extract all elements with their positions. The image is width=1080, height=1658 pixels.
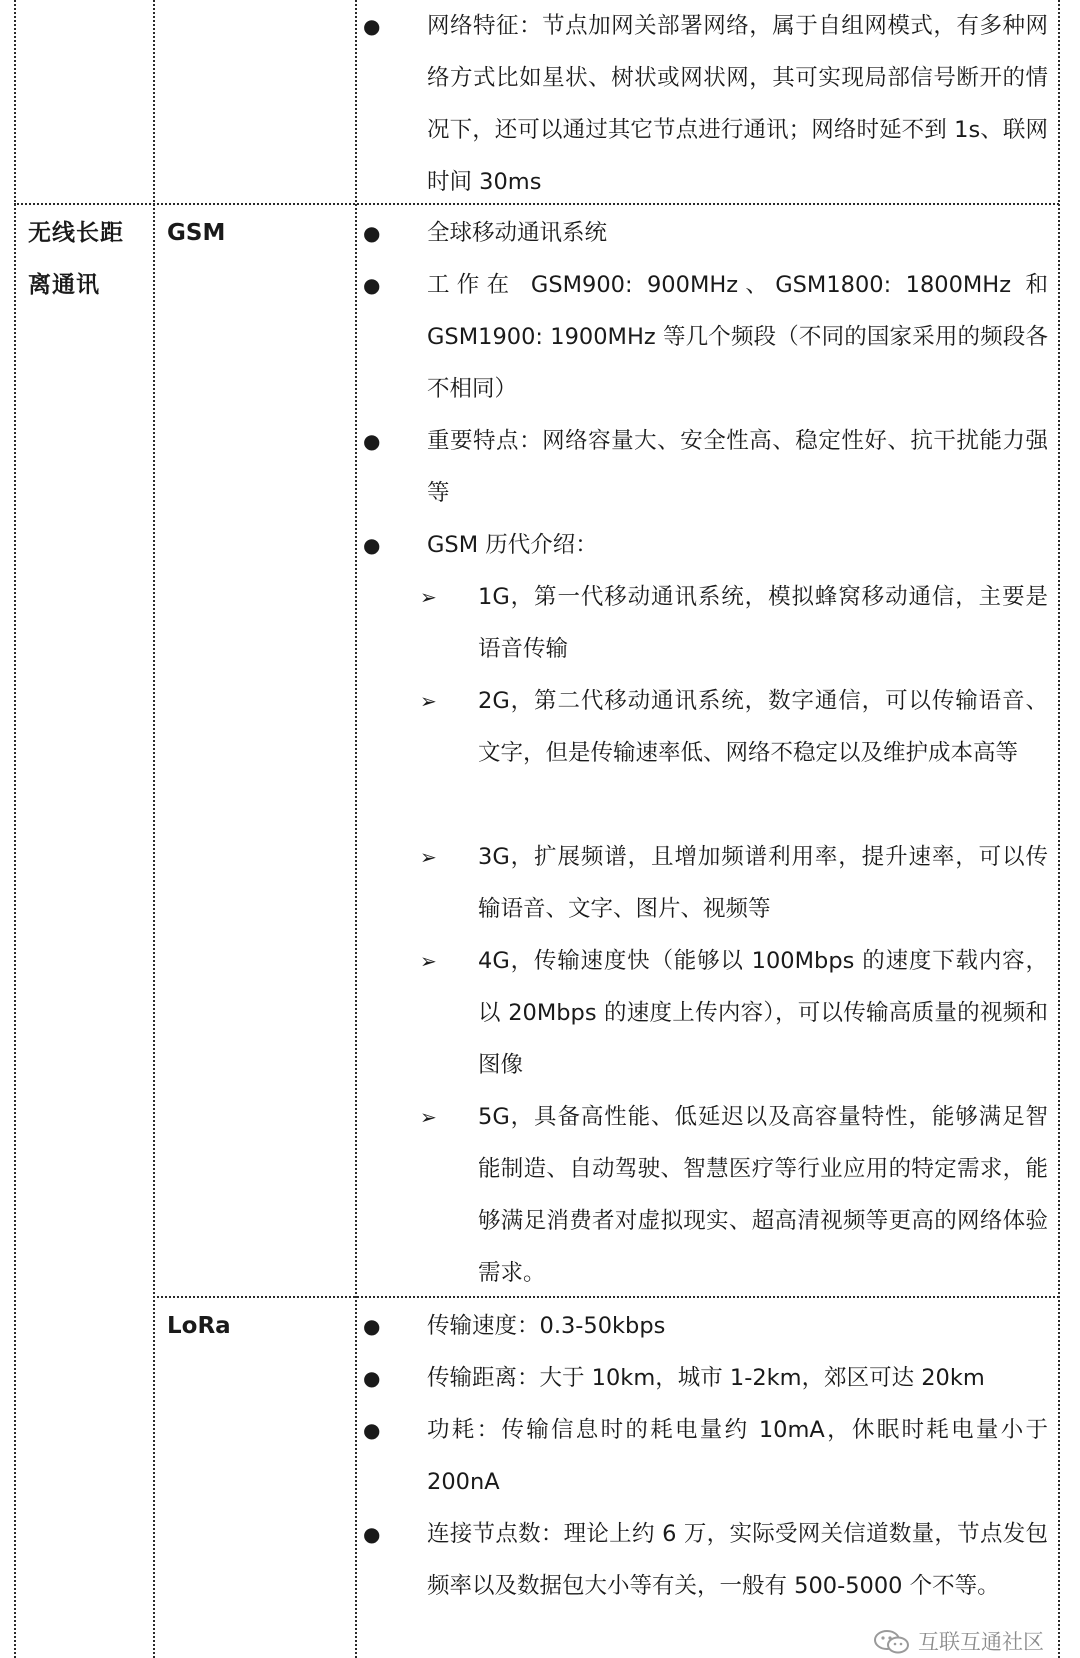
lora-title: LoRa xyxy=(167,1313,231,1339)
lora-item-text: 传输距离：大于 10km，城市 1-2km，郊区可达 20km xyxy=(427,1365,985,1391)
bullet-marker: ● xyxy=(363,14,381,38)
mesh-network-feature-text: 网络特征：节点加网关部署网络，属于自组网模式，有多种网络方式比如星状、树状或网状网，其可实现局部信号断开的情况下，还可以通过其它节点进行通讯；网络时延不到 1s、联网时间 30ms xyxy=(427,13,1048,195)
gsm-item-text: 工作在 GSM900: 900MHz、GSM1800: 1800MHz 和 GSM1900: 1900MHz 等几个频段（不同的国家采用的频段各不相同） xyxy=(427,272,1048,402)
arrow-marker: ➢ xyxy=(420,1105,437,1129)
gsm-generation-text: 5G，具备高性能、低延迟以及高容量特性，能够满足智能制造、自动驾驶、智慧医疗等行业应用的特定需求，能够满足消费者对虚拟现实、超高清视频等更高的网络体验需求。 xyxy=(478,1104,1048,1286)
lora-item-text: 传输速度：0.3-50kbps xyxy=(427,1313,666,1339)
gsm-generation-text: 1G，第一代移动通讯系统，模拟蜂窝移动通信，主要是语音传输 xyxy=(478,584,1048,662)
bullet-marker: ● xyxy=(363,533,381,557)
arrow-marker: ➢ xyxy=(420,845,437,869)
bullet-marker: ● xyxy=(363,1418,381,1442)
gsm-generation-text: 3G，扩展频谱，且增加频谱利用率，提升速率，可以传输语音、文字、图片、视频等 xyxy=(478,844,1048,922)
category-label: 无线长距离通讯 xyxy=(28,220,124,298)
bullet-marker: ● xyxy=(363,273,381,297)
bullet-marker: ● xyxy=(363,429,381,453)
table-border-col2 xyxy=(355,0,357,1658)
arrow-marker: ➢ xyxy=(420,689,437,713)
lora-item-text: 连接节点数：理论上约 6 万，实际受网关信道数量，节点发包频率以及数据包大小等有关，一般有 500-5000 个不等。 xyxy=(427,1521,1048,1599)
gsm-title: GSM xyxy=(167,220,226,246)
gsm-generation-text: 2G，第二代移动通讯系统，数字通信，可以传输语音、文字，但是传输速率低、网络不稳定以及维护成本高等 xyxy=(478,688,1048,766)
gsm-item-text: GSM 历代介绍： xyxy=(427,532,598,558)
bullet-marker: ● xyxy=(363,1314,381,1338)
wechat-icon xyxy=(872,1629,912,1655)
bullet-marker: ● xyxy=(363,1366,381,1390)
arrow-marker: ➢ xyxy=(420,585,437,609)
watermark xyxy=(872,1628,1044,1656)
table-border-right xyxy=(1058,0,1060,1658)
gsm-generation-text: 4G，传输速度快（能够以 100Mbps 的速度下载内容，以 20Mbps 的速度上传内容），可以传输高质量的视频和图像 xyxy=(478,948,1048,1078)
bullet-marker: ● xyxy=(363,1522,381,1546)
arrow-marker: ➢ xyxy=(420,949,437,973)
gsm-item-text: 全球移动通讯系统 xyxy=(427,220,608,246)
gsm-item-text: 重要特点：网络容量大、安全性高、稳定性好、抗干扰能力强等 xyxy=(427,428,1048,506)
bullet-marker: ● xyxy=(363,221,381,245)
lora-item-text: 功耗：传输信息时的耗电量约 10mA，休眠时耗电量小于 200nA xyxy=(427,1417,1048,1495)
table-border-left xyxy=(14,0,16,1658)
watermark-text: 互联互通社区 xyxy=(918,1630,1044,1654)
table-border-col1 xyxy=(153,0,155,1658)
